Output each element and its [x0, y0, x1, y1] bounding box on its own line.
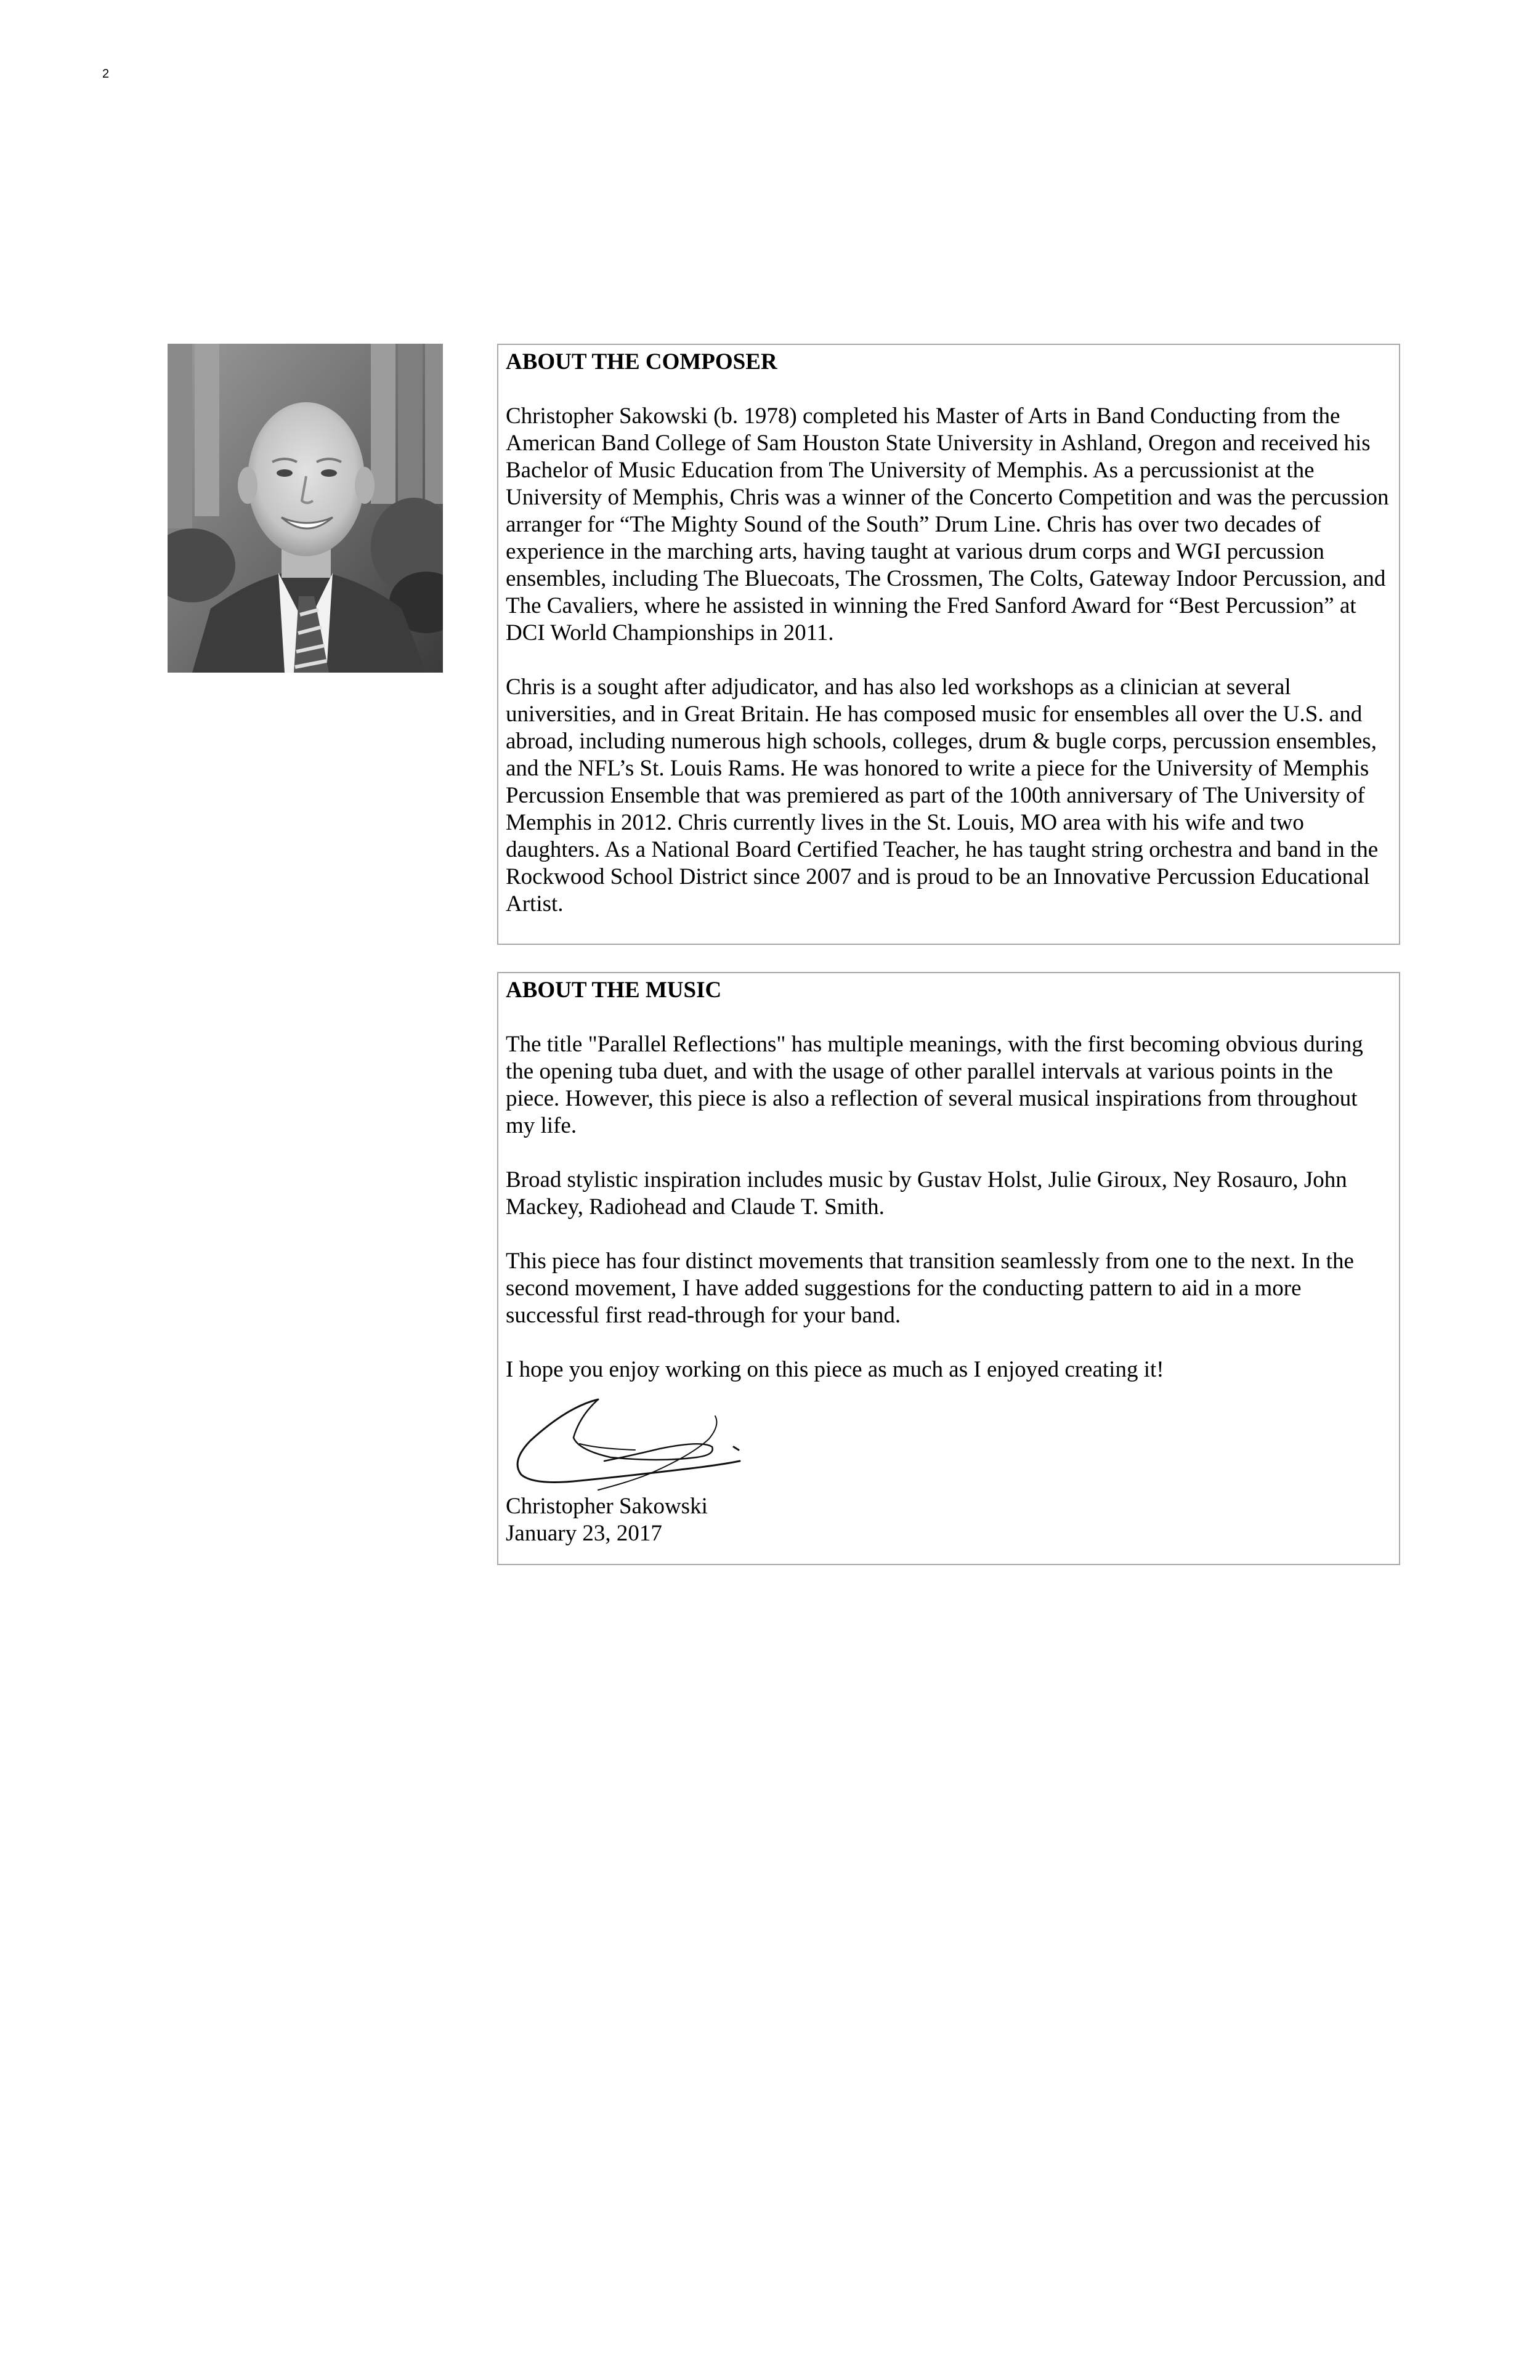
music-paragraph-1: The title "Parallel Reflections" has multiple meanings, with the first becoming obvious during the opening tuba duet, and with the usage of other parallel intervals at various points in the piece. However, this piece is also a reflection of several musical inspirations from throughout my life. — [506, 1032, 1363, 1138]
music-paragraph-3: This piece has four distinct movements that transition seamlessly from one to the next. In the second movement, I have added suggestions for the conducting pattern to aid in a more successful first read-through for your band. — [506, 1249, 1354, 1328]
signature-date: January 23, 2017 — [506, 1521, 662, 1546]
signature-icon — [506, 1388, 752, 1493]
composer-photo-icon — [168, 344, 443, 673]
about-music-section — [497, 972, 1400, 1565]
music-paragraph-4: I hope you enjoy working on this piece as much as I enjoyed creating it! — [506, 1357, 1164, 1382]
signer-name: Christopher Sakowski — [506, 1494, 708, 1519]
page-number: 2 — [102, 67, 110, 81]
about-composer-heading: ABOUT THE COMPOSER — [506, 349, 777, 374]
composer-photo — [168, 344, 443, 673]
music-paragraph-2: Broad stylistic inspiration includes music by Gustav Holst, Julie Giroux, Ney Rosauro, John Mackey, Radiohead and Claude T. Smith. — [506, 1167, 1347, 1220]
about-music-heading: ABOUT THE MUSIC — [506, 977, 722, 1003]
about-composer-section — [497, 344, 1400, 945]
composer-bio-paragraph-1: Christopher Sakowski (b. 1978) completed his Master of Arts in Band Conducting from the American Band College of Sam Houston State University in Ashland, Oregon and received his Bachelor of Music Education from The University of Memphis. As a percussionist at the University of Memphis, Chris was a winner of the Concerto Competition and was the percussion arranger for “The Mighty Sound of the South” Drum Line. Chris has over two decades of experience in the marching arts, having taught at various drum corps and WGI percussion ensembles, including The Bluecoats, The Crossmen, The Colts, Gateway Indoor Percussion, and The Cavaliers, where he assisted in winning the Fred Sanford Award for “Best Percussion” at DCI World Championships in 2011. — [506, 403, 1389, 646]
composer-bio-paragraph-2: Chris is a sought after adjudicator, and has also led workshops as a clinician at several universities, and in Great Britain. He has composed music for ensembles all over the U.S. and abroad, including numerous high schools, colleges, drum & bugle corps, percussion ensembles, and the NFL’s St. Louis Rams. He was honored to write a piece for the University of Memphis Percussion Ensemble that was premiered as part of the 100th anniversary of The University of Memphis in 2012. Chris currently lives in the St. Louis, MO area with his wife and two daughters. As a National Board Certified Teacher, he has taught string orchestra and band in the Rockwood School District since 2007 and is proud to be an Innovative Percussion Educational Artist. — [506, 674, 1379, 917]
